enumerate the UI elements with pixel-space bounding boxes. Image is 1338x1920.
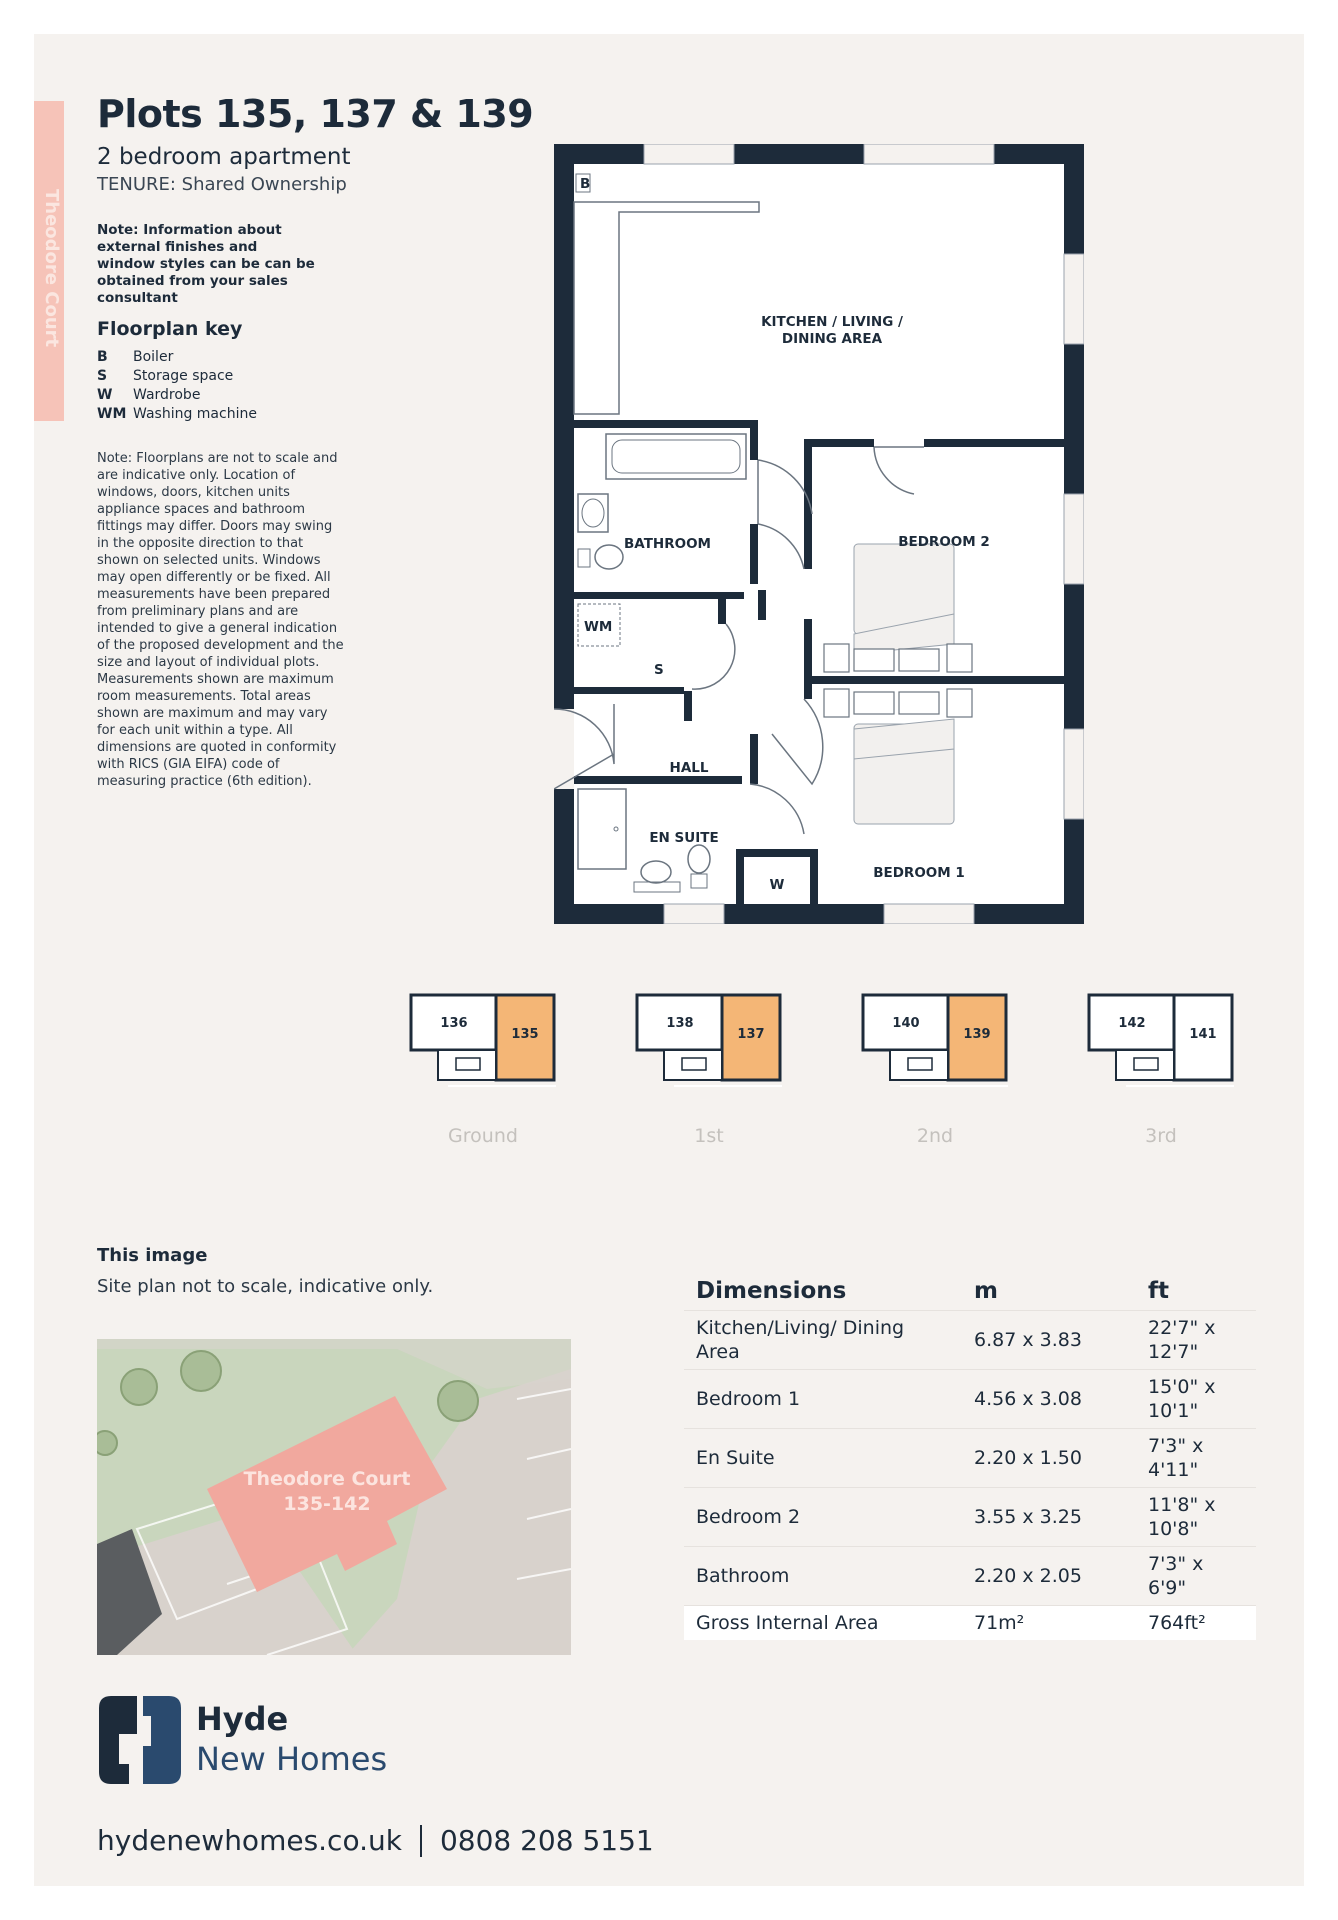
page-title: Plots 135, 137 & 139 bbox=[97, 92, 534, 136]
brand-subname: New Homes bbox=[196, 1740, 388, 1778]
floorplan-key-title: Floorplan key bbox=[97, 318, 243, 340]
footer-contact bbox=[97, 1824, 654, 1857]
room-feet: 7'3" x 6'9" bbox=[1136, 1547, 1256, 1606]
phone-number[interactable]: 0808 208 5151 bbox=[439, 1824, 654, 1857]
key-code: W bbox=[97, 387, 113, 403]
room-metres: 4.56 x 3.08 bbox=[962, 1370, 1136, 1429]
wardrobe-label: W bbox=[769, 877, 785, 893]
key-code: WM bbox=[97, 406, 127, 422]
kitchen-label-2: DINING AREA bbox=[781, 331, 883, 347]
page-subtitle: 2 bedroom apartment bbox=[97, 144, 351, 170]
site-building-label-2: 135-142 bbox=[283, 1493, 371, 1515]
right-plot-number: 135 bbox=[511, 1027, 539, 1042]
en-suite-label: EN SUITE bbox=[649, 830, 719, 846]
left-plot-number: 138 bbox=[666, 1016, 694, 1031]
key-item bbox=[97, 386, 257, 405]
room-name: En Suite bbox=[684, 1429, 962, 1488]
room-feet: 22'7" x 12'7" bbox=[1136, 1311, 1256, 1370]
side-tab-label: Theodore Court bbox=[41, 189, 62, 348]
bedroom1-label: BEDROOM 1 bbox=[873, 865, 965, 881]
floor-option-ground[interactable] bbox=[408, 992, 558, 1147]
room-name: Bedroom 2 bbox=[684, 1488, 962, 1547]
key-code: S bbox=[97, 368, 108, 384]
room-name: Bathroom bbox=[684, 1547, 962, 1606]
brand-name: Hyde bbox=[196, 1700, 289, 1738]
dimensions-header-row bbox=[684, 1270, 1256, 1311]
right-plot-number: 137 bbox=[737, 1027, 765, 1042]
floor-thumbnail bbox=[1086, 992, 1236, 1087]
dimensions-table bbox=[684, 1270, 1256, 1640]
key-item bbox=[97, 348, 257, 367]
table-row bbox=[684, 1311, 1256, 1370]
hyde-logo-icon bbox=[97, 1694, 183, 1786]
site-plan-title: This image bbox=[97, 1245, 208, 1266]
room-metres: 3.55 x 3.25 bbox=[962, 1488, 1136, 1547]
floor-name: 2nd bbox=[916, 1125, 954, 1147]
key-item bbox=[97, 405, 257, 424]
floor-thumbnail bbox=[860, 992, 1010, 1087]
left-plot-number: 142 bbox=[1118, 1016, 1146, 1031]
site-building-label-1: Theodore Court bbox=[243, 1468, 411, 1490]
website-link[interactable]: hydenewhomes.co.uk bbox=[97, 1824, 402, 1857]
room-metres: 6.87 x 3.83 bbox=[962, 1311, 1136, 1370]
bathroom-label: BATHROOM bbox=[624, 536, 711, 552]
gia-metres: 71m² bbox=[962, 1606, 1136, 1641]
right-plot-number: 139 bbox=[963, 1027, 991, 1042]
room-metres: 2.20 x 1.50 bbox=[962, 1429, 1136, 1488]
site-plan-map bbox=[97, 1339, 571, 1655]
key-item bbox=[97, 367, 257, 386]
room-feet: 15'0" x 10'1" bbox=[1136, 1370, 1256, 1429]
kitchen-label-1: KITCHEN / LIVING / bbox=[761, 314, 903, 330]
table-row bbox=[684, 1547, 1256, 1606]
wm-label: WM bbox=[584, 619, 613, 635]
right-plot-number: 141 bbox=[1189, 1027, 1217, 1042]
brochure-page bbox=[34, 34, 1304, 1886]
dimensions-header: Dimensions bbox=[696, 1278, 847, 1304]
finish-note: Note: Information about external finishes and window styles can be can be obtained from your sales consultant bbox=[97, 222, 315, 306]
key-code: B bbox=[97, 349, 108, 365]
key-label: Washing machine bbox=[133, 406, 257, 422]
floor-option-1st[interactable] bbox=[634, 992, 784, 1147]
floor-thumbnail bbox=[408, 992, 558, 1087]
gia-label: Gross Internal Area bbox=[684, 1606, 962, 1641]
floor-name: Ground bbox=[448, 1125, 518, 1147]
storage-label: S bbox=[654, 662, 664, 678]
key-label: Wardrobe bbox=[133, 387, 201, 403]
site-plan-subtitle: Site plan not to scale, indicative only. bbox=[97, 1276, 434, 1297]
room-name: Kitchen/Living/ Dining Area bbox=[684, 1311, 962, 1370]
room-name: Bedroom 1 bbox=[684, 1370, 962, 1429]
table-row bbox=[684, 1488, 1256, 1547]
floor-name: 3rd bbox=[1145, 1125, 1177, 1147]
floor-option-3rd[interactable] bbox=[1086, 992, 1236, 1147]
table-row bbox=[684, 1429, 1256, 1488]
bedroom2-label: BEDROOM 2 bbox=[898, 534, 990, 550]
left-plot-number: 140 bbox=[892, 1016, 920, 1031]
floorplan-diagram bbox=[554, 144, 1084, 924]
boiler-label: B bbox=[580, 176, 591, 192]
key-label: Boiler bbox=[133, 349, 174, 365]
hall-label: HALL bbox=[669, 760, 709, 776]
room-feet: 7'3" x 4'11" bbox=[1136, 1429, 1256, 1488]
side-tab bbox=[34, 101, 64, 421]
metres-header: m bbox=[974, 1278, 998, 1304]
floor-thumbnail bbox=[634, 992, 784, 1087]
gia-feet: 764ft² bbox=[1136, 1606, 1256, 1641]
floor-name: 1st bbox=[694, 1125, 724, 1147]
gia-row bbox=[684, 1606, 1256, 1641]
room-feet: 11'8" x 10'8" bbox=[1136, 1488, 1256, 1547]
key-label: Storage space bbox=[133, 368, 234, 384]
footer-divider bbox=[420, 1825, 422, 1857]
table-row bbox=[684, 1370, 1256, 1429]
room-metres: 2.20 x 2.05 bbox=[962, 1547, 1136, 1606]
feet-header: ft bbox=[1148, 1278, 1170, 1304]
left-plot-number: 136 bbox=[440, 1016, 468, 1031]
floorplan-disclaimer: Note: Floorplans are not to scale and are indicative only. Location of windows, doors, kitchen units appliance spaces and bathroom fittings may differ. Doors may swing in the opposite direction to that shown on selected units. Windows may open differently or be fixed. All measurements have been prepared from preliminary plans and are intended to give a general indication of the proposed development and the size and layout of individual plots. Measurements shown are maximum room measurements. Total areas shown are maximum and may vary for each unit within a type. All dimensions are quoted in conformity with RICS (GIA EIFA) code of measuring practice (6th edition). bbox=[97, 451, 344, 789]
tenure-text: TENURE: Shared Ownership bbox=[97, 174, 347, 195]
floorplan-key-list bbox=[97, 348, 257, 424]
floor-option-2nd[interactable] bbox=[860, 992, 1010, 1147]
